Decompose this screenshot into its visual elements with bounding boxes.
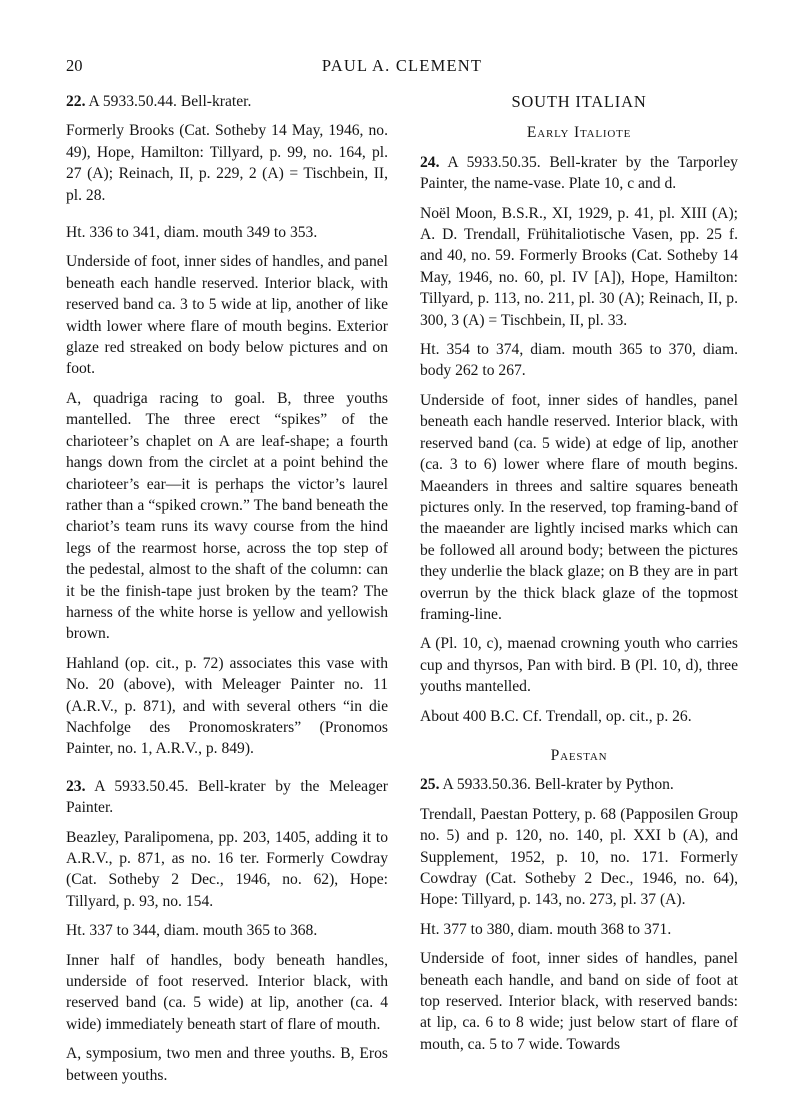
entry-22-attribution: Hahland (op. cit., p. 72) associates this vase with No. 20 (above), with Meleager Painter no. 11 (A.R.V., p. 871), and with several others “in die Nachfolge des Pronomoskraters” (Pronomos Painter, no. 1, A.R.V., p. 849).	[66, 654, 388, 758]
entry-22-description: Underside of foot, inner sides of handles, and panel beneath each handle reserved. Interior black, with reserved band ca. 3 to 5 wide at lip, another of like width lower where flare of mouth begins. Exterior glaze red streaked on body below pictures and on foot.	[66, 253, 388, 378]
entry-23-provenance: Beazley, Paralipomena, pp. 203, 1405, adding it to A.R.V., p. 871, as no. 16 ter. Formerly Cowdray (Cat. Sotheby 2 Dec., 1946, no. 62), Hope: Tillyard, p. 93, no. 154.	[66, 828, 388, 910]
right-column	[420, 91, 738, 1063]
entry-24-heading	[420, 152, 738, 195]
page-number: 20	[66, 56, 83, 75]
entry-24-dimensions: Ht. 354 to 374, diam. mouth 365 to 370, diam. body 262 to 267.	[420, 341, 738, 380]
entry-23-subject: A, symposium, two men and three youths. B, Eros between youths.	[66, 1045, 388, 1084]
entry-23-number: 23.	[66, 777, 86, 795]
subsection-heading-early-italiote: Early Italiote	[526, 124, 632, 142]
subsection-heading-paestan: Paestan	[550, 746, 608, 764]
entry-22-dimensions: Ht. 336 to 341, diam. mouth 349 to 353.	[66, 224, 318, 242]
entry-24-title: A 5933.50.35. Bell-krater by the Tarporley Painter, the name-vase. Plate 10, c and d.	[420, 153, 738, 193]
entry-25-heading	[420, 774, 738, 795]
entry-23-heading	[66, 776, 388, 819]
page-header	[66, 56, 738, 78]
entry-24-number: 24.	[420, 153, 440, 171]
entry-23-dimensions: Ht. 337 to 344, diam. mouth 365 to 368.	[66, 922, 318, 940]
entry-22-heading	[66, 91, 388, 112]
entry-22-number: 22.	[66, 93, 86, 110]
entry-23-title: A 5933.50.45. Bell-krater by the Meleager Painter.	[66, 777, 388, 817]
entry-22-subject: A, quadriga racing to goal. B, three youths mantelled. The three erect “spikes” of the charioteer’s chaplet on A are leaf-shape; a fourth hangs down from the circlet at a point behind the charioteer’s ear—it is perhaps the victor’s laurel rather than a “spiked crown.” The band beneath the chariot’s team runs its wavy course from the hind legs of the rearmost horse, across the top step of the pedestal, almost to the shaft of the column: can it be the finish-tape just broken by the team? The harness of the white horse is yellow and yellowish brown.	[66, 389, 388, 643]
entry-25-number: 25.	[420, 776, 440, 794]
entry-23-description: Inner half of handles, body beneath handles, underside of foot reserved. Interior black, with reserved band (ca. 5 wide) at lip, another (ca. 4 wide) immediately beneath start of flare of mouth.	[66, 951, 388, 1033]
left-column	[66, 91, 388, 1094]
entry-22-title: A 5933.50.44. Bell-krater.	[88, 93, 252, 110]
entry-25-title: A 5933.50.36. Bell-krater by Python.	[442, 776, 674, 794]
running-head-author: PAUL A. CLEMENT	[321, 56, 483, 75]
entry-22-provenance: Formerly Brooks (Cat. Sotheby 14 May, 1946, no. 49), Hope, Hamilton: Tillyard, p. 99, no. 164, pl. 27 (A); Reinach, II, p. 229, 2 (A) = Tischbein, II, pl. 28.	[66, 122, 388, 204]
section-heading-south-italian: SOUTH ITALIAN	[511, 92, 647, 111]
entry-24-date: About 400 B.C. Cf. Trendall, op. cit., p. 26.	[420, 707, 692, 725]
entry-24-subject: A (Pl. 10, c), maenad crowning youth who carries cup and thyrsos, Pan with bird. B (Pl. 10, d), three youths mantelled.	[420, 635, 738, 696]
entry-24-description: Underside of foot, inner sides of handles, panel beneath each handle reserved. Interior black, with reserved band (ca. 5 wide) at edge of lip, another (ca. 3 to 6) lower where flare of mouth begins. Maeanders in threes and saltire squares beneath pictures only. In the reserved, top framing-band of the maeander are lightly incised marks which can be followed all around body; between the pictures they underlie the black glaze; on B they are in part overrun by the thick black glaze of the topmost framing-line.	[420, 391, 738, 623]
entry-25-provenance: Trendall, Paestan Pottery, p. 68 (Papposilen Group no. 5) and p. 120, no. 140, pl. XXI b (A), and Supplement, 1952, p. 10, no. 171. Formerly Cowdray (Cat. Sotheby 2 Dec., 1946, no. 64), Hope: Tillyard, p. 143, no. 273, pl. 37 (A).	[420, 805, 738, 909]
entry-25-description: Underside of foot, inner sides of handles, panel beneath each handle, and band on side of foot at top reserved. Interior black, with reserved bands: at lip, ca. 6 to 8 wide; just below start of flare of mouth, ca. 5 to 7 wide. Towards	[420, 950, 738, 1053]
entry-25-dimensions: Ht. 377 to 380, diam. mouth 368 to 371.	[420, 920, 672, 938]
entry-24-provenance: Noël Moon, B.S.R., XI, 1929, p. 41, pl. XIII (A); A. D. Trendall, Frühitaliotische Vasen, pp. 25 f. and 40, no. 59. Formerly Brooks (Cat. Sotheby 14 May, 1946, no. 60, pl. IV [A]), Hope, Hamilton: Tillyard, p. 113, no. 211, pl. 30 (A); Reinach, II, p. 300, 3 (A) = Tischbein, II, pl. 33.	[420, 204, 738, 329]
